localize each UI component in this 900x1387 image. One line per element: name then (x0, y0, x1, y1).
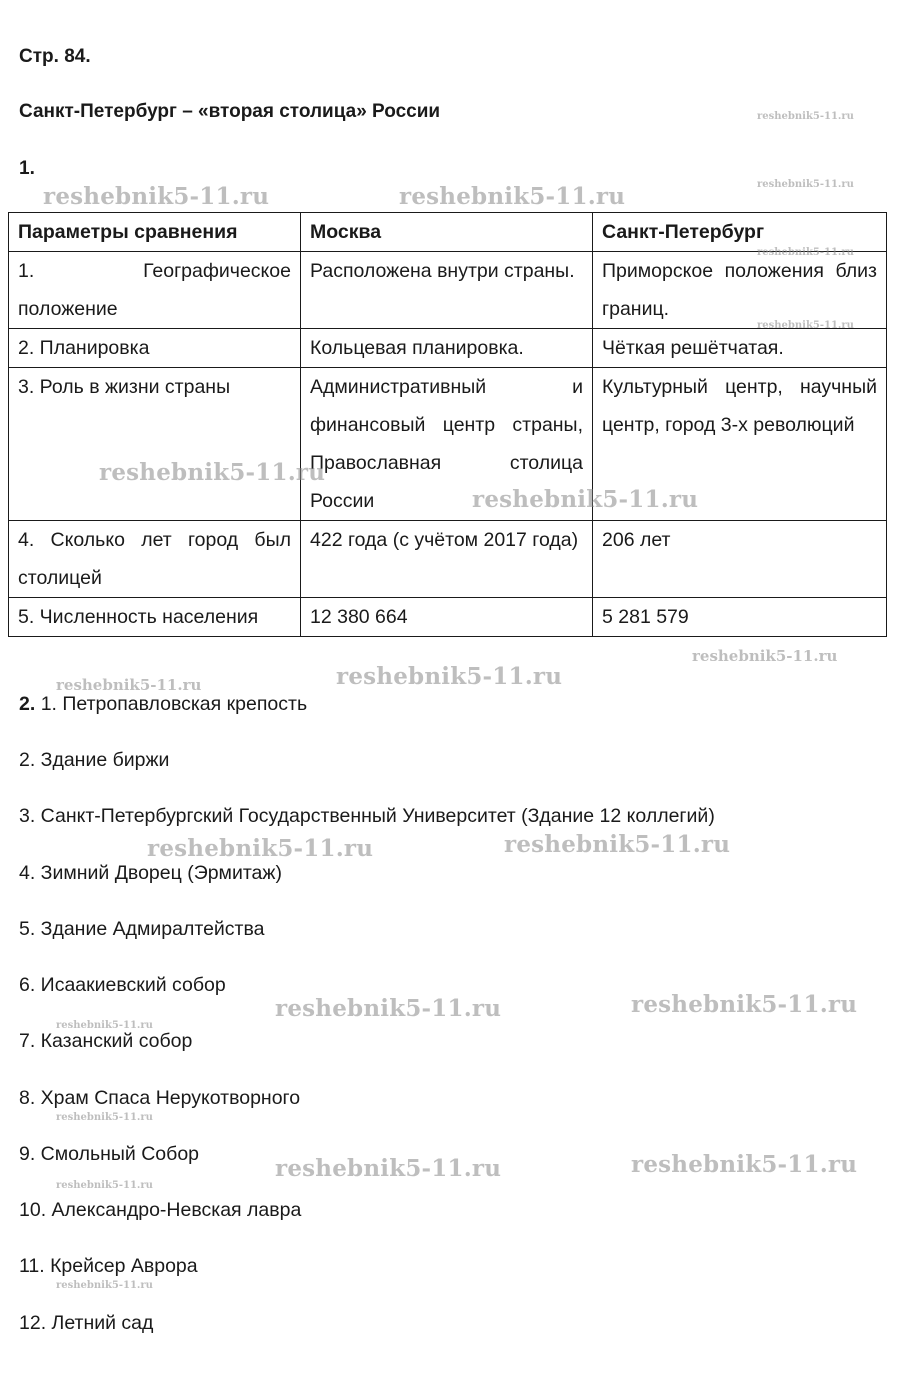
list-item: 10. Александро-Невская лавра (19, 1199, 302, 1221)
list-item: 5. Здание Адмиралтейства (19, 918, 265, 940)
table-cell: 5 281 579 (593, 598, 887, 637)
table-row (9, 368, 887, 521)
table-row (9, 521, 887, 598)
watermark: reshebnik5-11.ru (757, 111, 854, 122)
watermark: reshebnik5-11.ru (336, 663, 563, 690)
watermark: reshebnik5-11.ru (472, 486, 699, 513)
page-label: Стр. 84. (19, 46, 91, 67)
header-parameters: Параметры сравнения (9, 213, 301, 252)
list-item: 9. Смольный Собор (19, 1143, 200, 1165)
section-1-label: 1. (19, 158, 35, 179)
header-spb: Санкт-Петербург (593, 213, 887, 252)
table-cell: Административный и финансовый центр страны, Православная столица России (301, 368, 593, 521)
watermark: reshebnik5-11.ru (631, 1151, 858, 1178)
table-cell: 422 года (с учётом 2017 года) (301, 521, 593, 598)
table-cell: 1. Географическое положение (9, 252, 301, 329)
list-item: 2. Здание биржи (19, 749, 170, 771)
table-cell: Культурный центр, научный центр, город 3-х революций (593, 368, 887, 521)
list-item: 6. Исаакиевский собор (19, 974, 226, 996)
table-cell: 5. Численность населения (9, 598, 301, 637)
table-cell: Чёткая решётчатая. (593, 329, 887, 368)
watermark: reshebnik5-11.ru (275, 995, 502, 1022)
table-cell: Расположена внутри страны. (301, 252, 593, 329)
watermark: reshebnik5-11.ru (56, 1280, 153, 1291)
watermark: reshebnik5-11.ru (56, 1180, 153, 1191)
list-item: 11. Крейсер Аврора (19, 1255, 198, 1277)
list-item: 3. Санкт-Петербургский Государственный Университет (Здание 12 коллегий) (19, 805, 715, 827)
watermark: reshebnik5-11.ru (757, 247, 854, 258)
table-cell: Приморское положения близ границ. (593, 252, 887, 329)
table-cell: Кольцевая планировка. (301, 329, 593, 368)
section-2-label: 2. (19, 693, 36, 715)
watermark: reshebnik5-11.ru (757, 320, 854, 331)
list-item: 8. Храм Спаса Нерукотворного (19, 1087, 301, 1109)
table-row (9, 329, 887, 368)
table-cell: 12 380 664 (301, 598, 593, 637)
watermark: reshebnik5-11.ru (631, 991, 858, 1018)
watermark: reshebnik5-11.ru (692, 647, 838, 665)
table-row (9, 598, 887, 637)
list-item: 7. Казанский собор (19, 1030, 193, 1052)
watermark: reshebnik5-11.ru (43, 183, 270, 210)
watermark: reshebnik5-11.ru (757, 179, 854, 190)
watermark: reshebnik5-11.ru (56, 676, 202, 694)
watermark: reshebnik5-11.ru (56, 1112, 153, 1123)
watermark: reshebnik5-11.ru (147, 835, 374, 862)
header-moscow: Москва (301, 213, 593, 252)
watermark: reshebnik5-11.ru (504, 831, 731, 858)
list-item-text: 1. Петропавловская крепость (40, 693, 308, 715)
watermark: reshebnik5-11.ru (56, 1020, 153, 1031)
list-item: 12. Летний сад (19, 1312, 154, 1334)
table-cell: 206 лет (593, 521, 887, 598)
table-cell: 4. Сколько лет город был столицей (9, 521, 301, 598)
table-cell: 2. Планировка (9, 329, 301, 368)
watermark: reshebnik5-11.ru (275, 1155, 502, 1182)
list-item: 4. Зимний Дворец (Эрмитаж) (19, 862, 282, 884)
table-row (9, 252, 887, 329)
watermark: reshebnik5-11.ru (399, 183, 626, 210)
comparison-table (8, 212, 887, 637)
list-item (19, 693, 307, 716)
watermark: reshebnik5-11.ru (99, 459, 326, 486)
table-cell: 3. Роль в жизни страны (9, 368, 301, 521)
document-title: Санкт-Петербург – «вторая столица» России (19, 101, 441, 122)
table-header-row (9, 213, 887, 252)
